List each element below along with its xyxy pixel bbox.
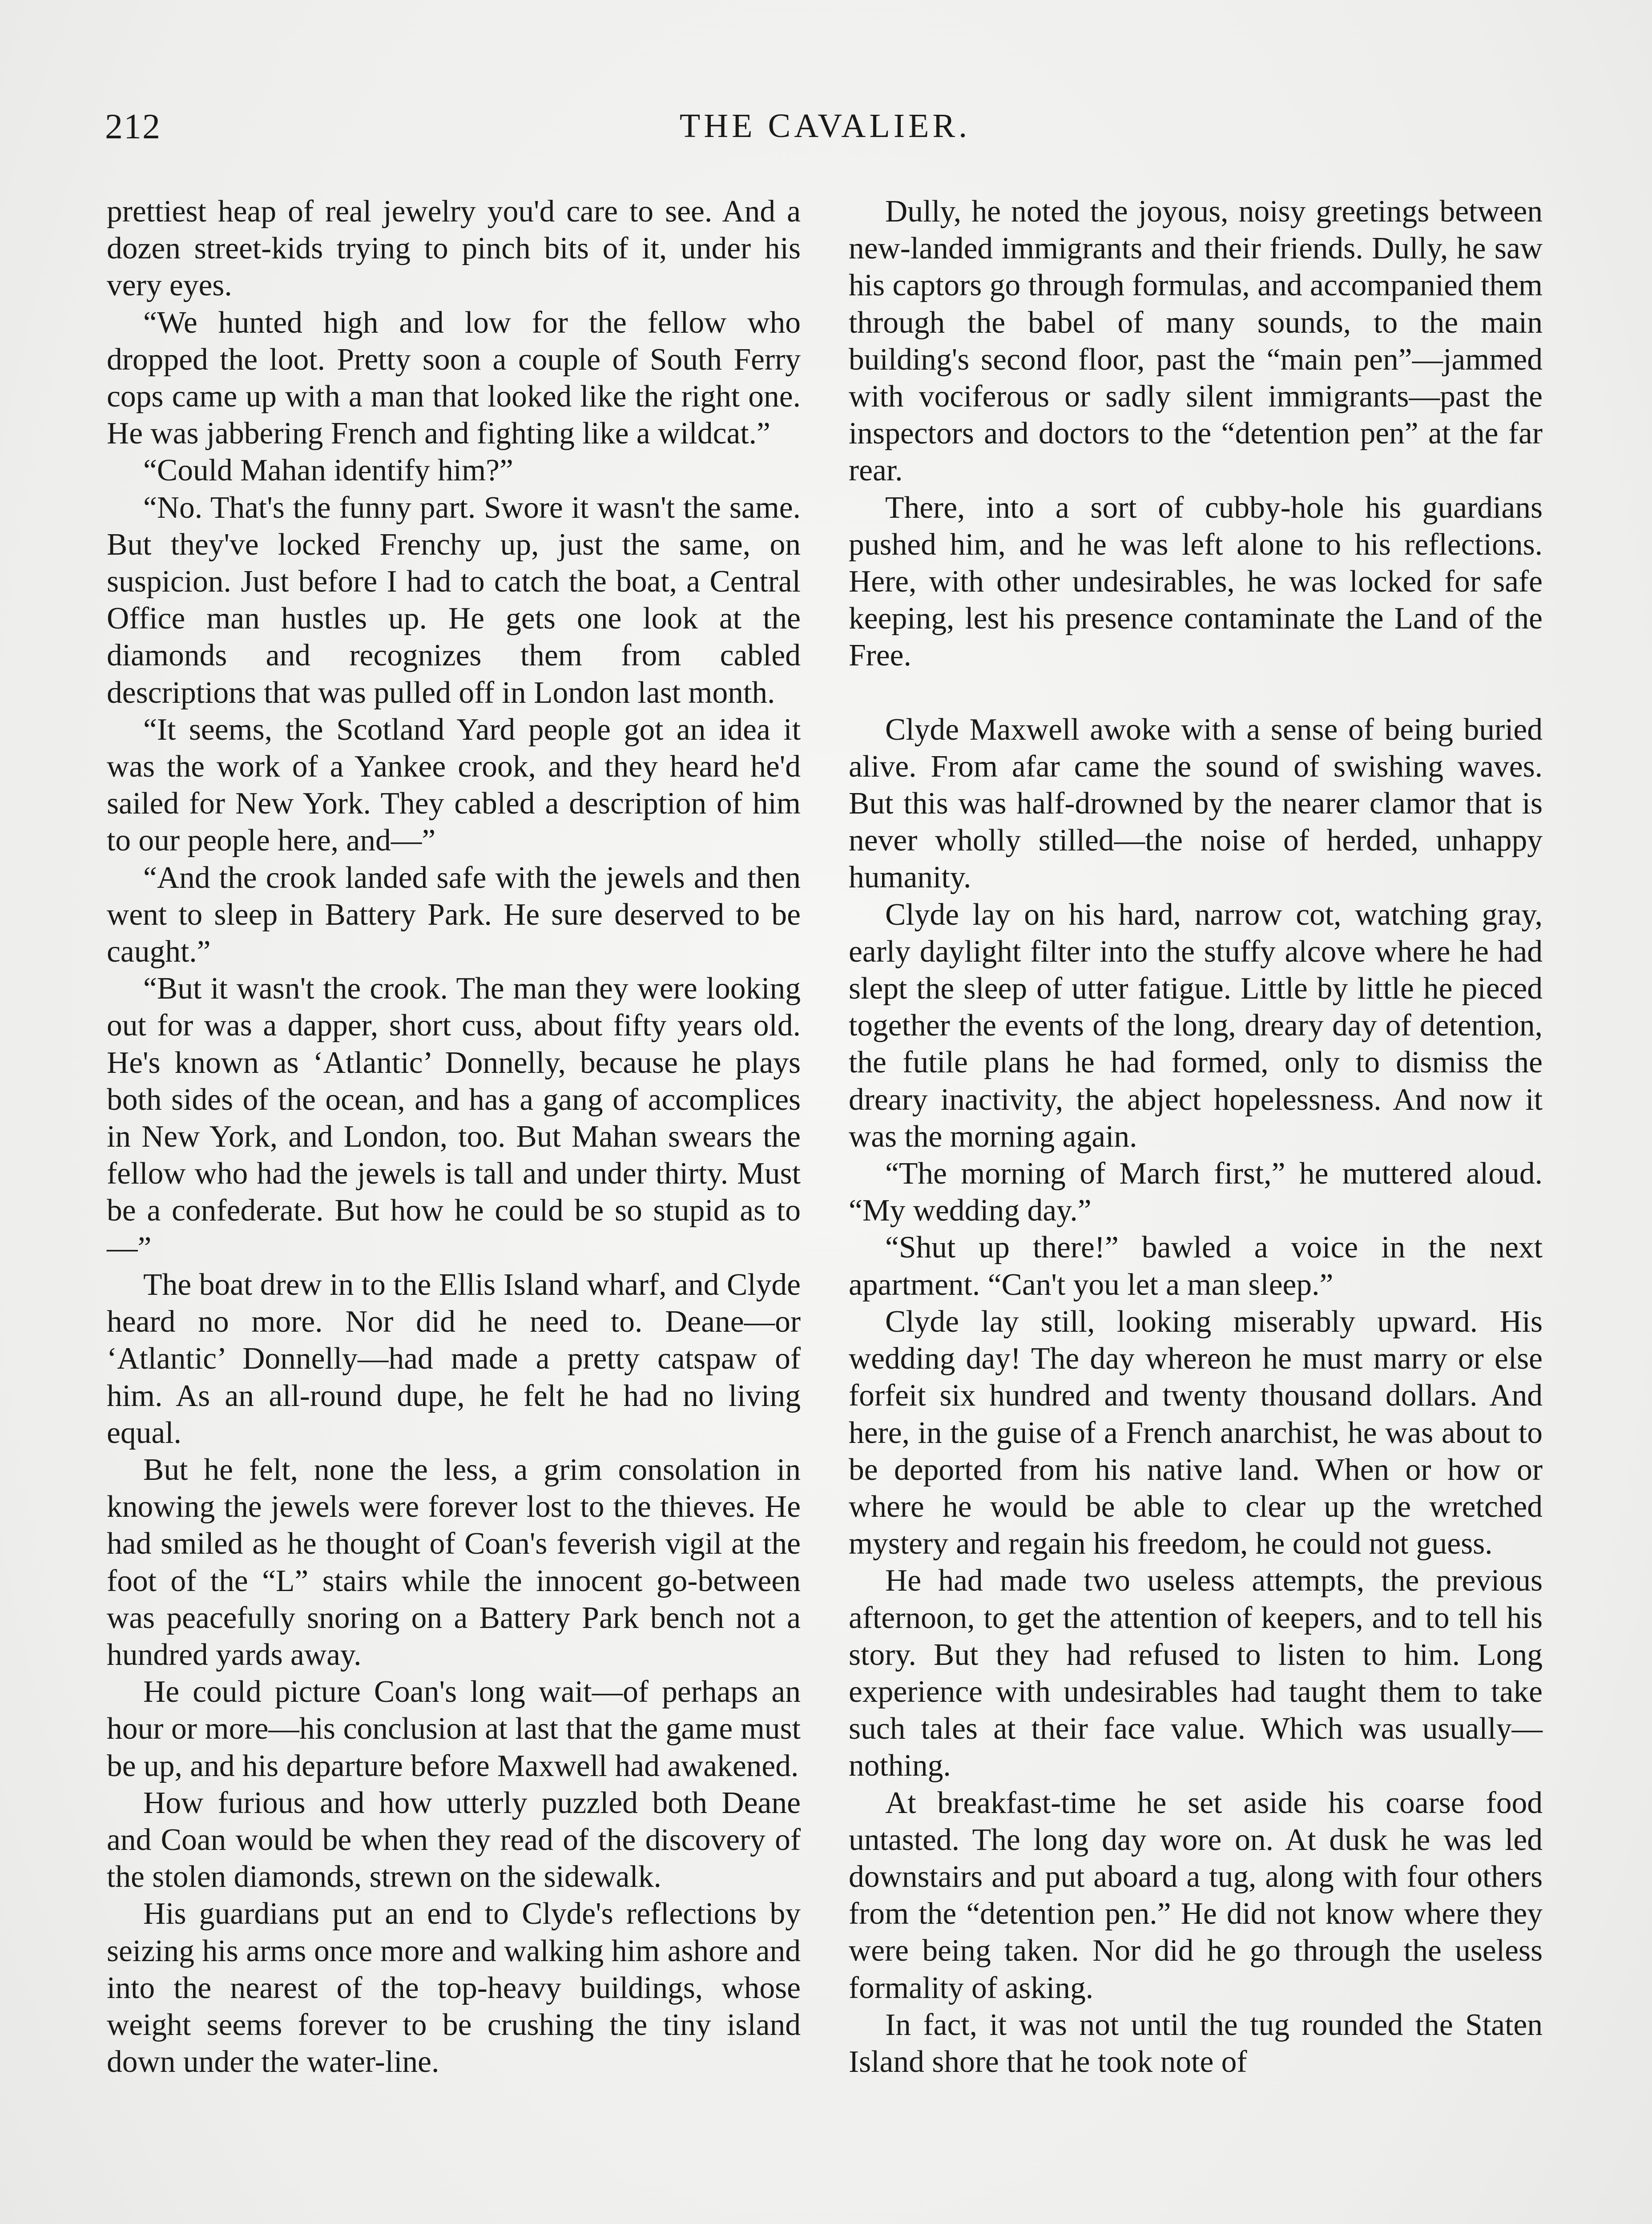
paragraph: “And the crook landed safe with the jewels and then went to sleep in Battery Park. He sure deserved to be caught.” [107, 860, 801, 969]
right-column [849, 193, 1543, 2080]
paragraph: “But it wasn't the crook. The man they were looking out for was a dapper, short cuss, about fifty years old. He's known as ‘Atlantic’ Donnelly, because he plays both sides of the ocean, and has a gang of accomplices in New York, and London, too. But Mahan swears the fellow who had the jewels is tall and under thirty. Must be a confederate. But how he could be so stupid as to—” [107, 971, 801, 1265]
paragraph: There, into a sort of cubby-hole his guardians pushed him, and he was left alone to his reflections. Here, with other undesirables, he was locked for safe keeping, lest his presence contaminate the Land of the Free. [849, 490, 1543, 673]
paragraph: prettiest heap of real jewelry you'd care to see. And a dozen street-kids trying to pinch bits of it, under his very eyes. [107, 194, 801, 303]
paragraph: In fact, it was not until the tug rounded the Staten Island shore that he took note of [849, 2007, 1543, 2079]
paragraph: His guardians put an end to Clyde's reflections by seizing his arms once more and walking him ashore and into the nearest of the top-heavy buildings, whose weight seems forever to be crushing the tiny island down under the water-line. [107, 1897, 801, 2079]
paragraph: “The morning of March first,” he muttered aloud. “My wedding day.” [849, 1156, 1543, 1228]
paragraph: The boat drew in to the Ellis Island wharf, and Clyde heard no more. Nor did he need to. Deane—or ‘Atlantic’ Donnelly—had made a pretty catspaw of him. As an all-round dupe, he felt he had no living equal. [107, 1267, 801, 1450]
paragraph: “Could Mahan identify him?” [143, 453, 513, 488]
paragraph: He had made two useless attempts, the previous afternoon, to get the attention of keepers, and to tell his story. But they had refused to listen to him. Long experience with undesirables had taught them to take such tales at their face value. Which was usually—nothing. [849, 1563, 1543, 1783]
paragraph: “No. That's the funny part. Swore it wasn't the same. But they've locked Frenchy up, just the same, on suspicion. Just before I had to catch the boat, a Central Office man hustles up. He gets one look at the diamonds and recognizes them from cabled descriptions that was pulled off in London last month. [107, 490, 801, 710]
running-head: THE CAVALIER. [679, 107, 971, 145]
paragraph: How furious and how utterly puzzled both Deane and Coan would be when they read of the discovery of the stolen diamonds, strewn on the sidewalk. [107, 1785, 801, 1894]
paragraph: But he felt, none the less, a grim consolation in knowing the jewels were forever lost to the thieves. He had smiled as he thought of Coan's feverish vigil at the foot of the “L” stairs while the innocent go-between was peacefully snoring on a Battery Park bench not a hundred yards away. [107, 1452, 801, 1672]
page-header [105, 107, 1545, 156]
paragraph: Dully, he noted the joyous, noisy greetings between new-landed immigrants and their friends. Dully, he saw his captors go through formulas, and accompanied them through the babel of many sounds, to the main building's second floor, past the “main pen”—jammed with vociferous or sadly silent immigrants—past the inspectors and doctors to the “detention pen” at the far rear. [849, 194, 1543, 488]
left-column [107, 193, 801, 2080]
paragraph: Clyde lay still, looking miserably upward. His wedding day! The day whereon he must marry or else forfeit six hundred and twenty thousand dollars. And here, in the guise of a French anarchist, he was about to be deported from his native land. When or how or where he would be able to clear up the wretched mystery and regain his freedom, he could not guess. [849, 1304, 1543, 1561]
paragraph: He could picture Coan's long wait—of perhaps an hour or more—his conclusion at last that the game must be up, and his departure before Maxwell had awakened. [107, 1675, 801, 1783]
paragraph: Clyde Maxwell awoke with a sense of being buried alive. From afar came the sound of swishing waves. But this was half-drowned by the nearer clamor that is never wholly stilled—the noise of herded, unhappy humanity. [849, 712, 1543, 895]
paragraph: “Shut up there!” bawled a voice in the next apartment. “Can't you let a man sleep.” [849, 1230, 1543, 1302]
page-number: 212 [105, 107, 161, 146]
paragraph: “We hunted high and low for the fellow who dropped the loot. Pretty soon a couple of South Ferry cops came up with a man that looked like the right one. He was jabbering French and fighting like a wildcat.” [107, 305, 801, 451]
paragraph: “It seems, the Scotland Yard people got an idea it was the work of a Yankee crook, and they heard he'd sailed for New York. They cabled a description of him to our people here, and—” [107, 712, 801, 858]
paragraph: Clyde lay on his hard, narrow cot, watching gray, early daylight filter into the stuffy alcove where he had slept the sleep of utter fatigue. Little by little he pieced together the events of the long, dreary day of detention, the futile plans he had formed, only to dismiss the dreary inactivity, the abject hopelessness. And now it was the morning again. [849, 897, 1543, 1154]
paragraph: At breakfast-time he set aside his coarse food untasted. The long day wore on. At dusk he was led downstairs and put aboard a tug, along with four others from the “detention pen.” He did not know where they were being taken. Nor did he go through the useless formality of asking. [849, 1785, 1543, 2005]
